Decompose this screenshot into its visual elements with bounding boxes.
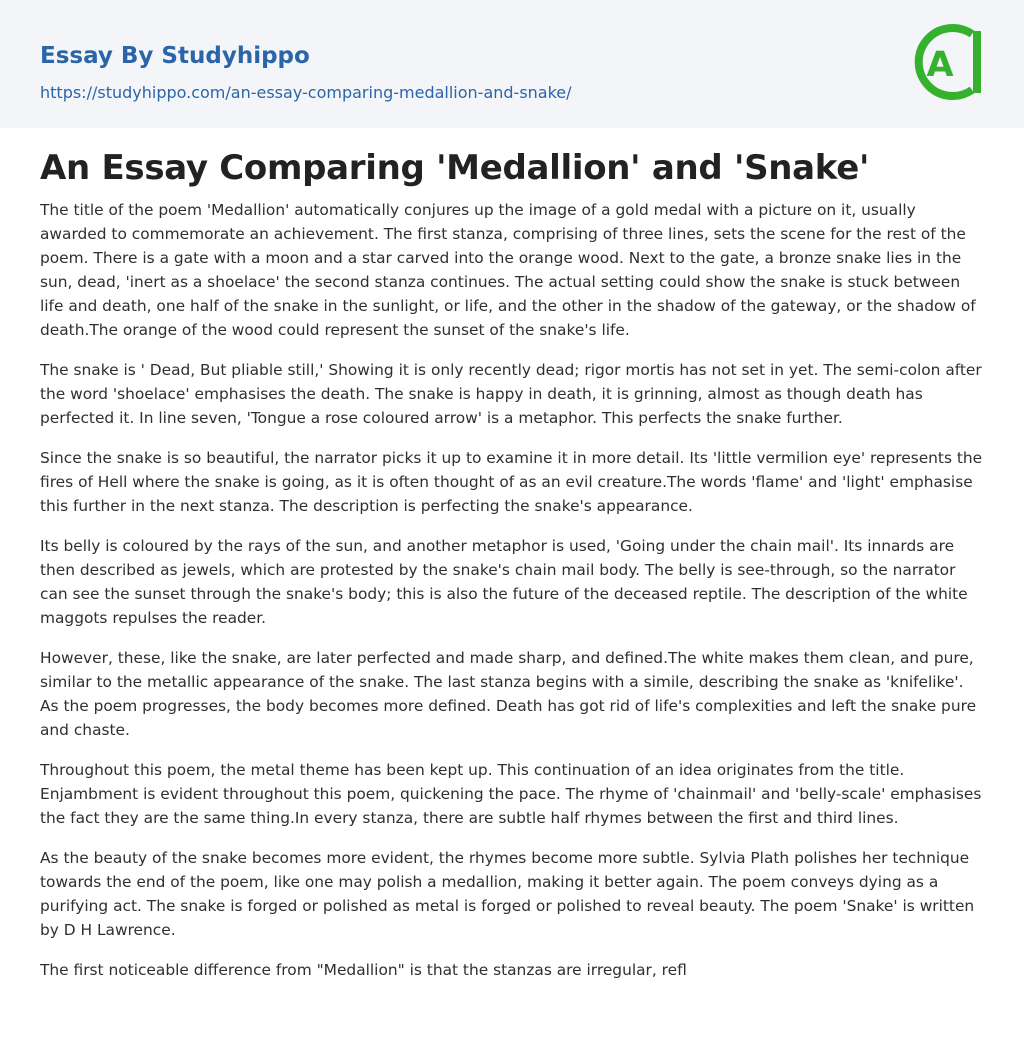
article-paragraph: The snake is ' Dead, But pliable still,' Showing it is only recently dead; rigor mortis has not set in yet. The semi-colon after the word 'shoelace' emphasises the death. The snake is happy in death, it is grinning, almost as though death has perfected it. In line seven, 'Tongue a rose coloured arrow' is a metaphor. This perfects the snake further. — [40, 361, 982, 427]
article-paragraph-truncated: The first noticeable difference from "Medallion" is that the stanzas are irregular, refl — [40, 961, 687, 979]
site-header — [0, 0, 1024, 128]
article-paragraph: The title of the poem 'Medallion' automatically conjures up the image of a gold medal with a picture on it, usually awarded to commemorate an achievement. The first stanza, comprising of three lines, sets the scene for the rest of the poem. There is a gate with a moon and a star carved into the orange wood. Next to the gate, a bronze snake lies in the sun, dead, 'inert as a shoelace' the second stanza continues. The actual setting could show the snake is stuck between life and death, one half of the snake in the sunlight, or life, and the other in the shadow of the gateway, or the shadow of death.The orange of the wood could represent the sunset of the snake's life. — [40, 201, 976, 339]
site-title[interactable]: Essay By Studyhippo — [40, 43, 310, 69]
page-url-link[interactable]: https://studyhippo.com/an-essay-comparing-medallion-and-snake/ — [40, 83, 572, 102]
article-paragraph: Its belly is coloured by the rays of the sun, and another metaphor is used, 'Going under the chain mail'. Its innards are then described as jewels, which are protested by the snake's chain mail body. The belly is see-through, so the narrator can see the sunset through the snake's body; this is also the future of the deceased reptile. The description of the white maggots repulses the reader. — [40, 537, 968, 627]
page-title: An Essay Comparing 'Medallion' and 'Snake' — [40, 148, 870, 188]
article — [0, 146, 1024, 982]
studyhippo-logo-icon[interactable] — [912, 19, 986, 105]
article-paragraph: Throughout this poem, the metal theme has been kept up. This continuation of an idea originates from the title. Enjambment is evident throughout this poem, quickening the pace. The rhyme of 'chainmail' and 'belly-scale' emphasises the fact they are the same thing.In every stanza, there are subtle half rhymes between the first and third lines. — [40, 761, 982, 827]
article-paragraph: As the beauty of the snake becomes more evident, the rhymes become more subtle. Sylvia Plath polishes her technique towards the end of the poem, like one may polish a medallion, making it better again. The poem conveys dying as a purifying act. The snake is forged or polished as metal is forged or polished to reveal beauty. The poem 'Snake' is written by D H Lawrence. — [40, 849, 975, 939]
logo-letter: A — [926, 45, 954, 85]
article-paragraph: Since the snake is so beautiful, the narrator picks it up to examine it in more detail. Its 'little vermilion eye' represents the fires of Hell where the snake is going, as it is often thought of as an evil creature.The words 'flame' and 'light' emphasise this further in the next stanza. The description is perfecting the snake's appearance. — [40, 449, 983, 515]
article-paragraph: However, these, like the snake, are later perfected and made sharp, and defined.The white makes them clean, and pure, similar to the metallic appearance of the snake. The last stanza begins with a simile, describing the snake as 'knifelike'. As the poem progresses, the body becomes more defined. Death has got rid of life's complexities and left the snake pure and chaste. — [40, 649, 977, 739]
